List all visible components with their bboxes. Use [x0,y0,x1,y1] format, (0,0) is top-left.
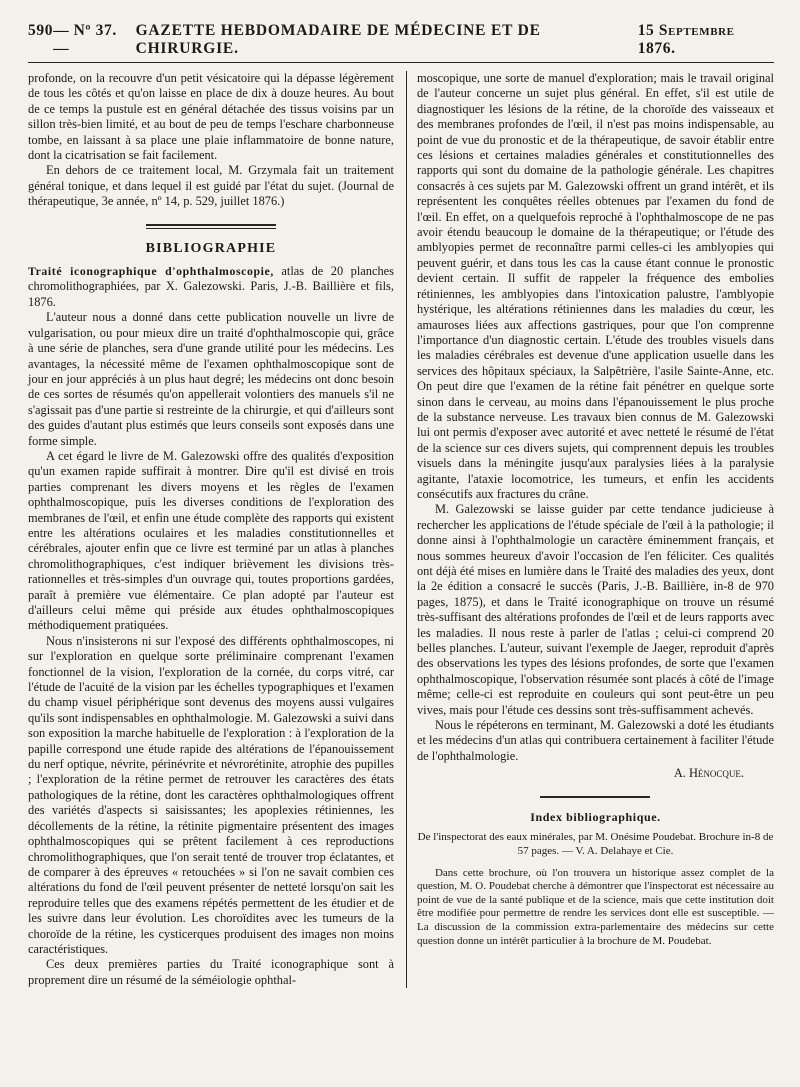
book-reference [28,264,394,310]
signature: A. Hénocque. [673,766,744,781]
index-body [417,867,774,949]
index-title: Index bibliographique. [530,809,661,824]
section-divider [146,224,276,229]
issue-number: — Nº 37. — [53,22,117,57]
index-reference: De l'inspectorat des eaux minérales, par M. Onésime Poudebat. Brochure in-8 de 57 pages. — V. A. Delahaye et Cie. [417,831,774,857]
journal-title: GAZETTE HEBDOMADAIRE DE MÉDECINE ET DE CHIRURGIE. [135,22,541,57]
book-title: Traité iconographique d'ophthalmoscopie, [28,264,274,279]
paragraph: Ces deux premières parties du Traité iconographique sont à proprement dire un résumé de la séméiologie ophthal- [28,957,394,987]
paragraph: En dehors de ce traitement local, M. Grzymala fait un traitement général tonique, et dans lequel il est guidé par l'état du sujet. (Journal de thérapeutique, 3e année, nº 14, p. 529, juillet 1876.) [28,163,394,209]
paragraph: moscopique, une sorte de manuel d'exploration; mais le travail original de l'auteur concerne un sujet plus général. En effet, s'il est utile de diagnostiquer les lésions de la rétine, de la choroïde des vaisseaux et des membranes profondes de l'œil, il n'est pas moins indispensable, au point de vue du pronostic et de la thérapeutique, de savoir établir entre ces lésions et certaines maladies générales et constitutionnelles des rapports qui sont du domaine de la pathologie générale. Les chapitres consacrés à ces sujets par M. Galezowski offrent un grand intérêt, et ils représentent les conquêtes réelles obtenues par l'examen du fond de l'œil. En effet, on a quelquefois reproché à l'ophthalmoscope de ne pas avoir étendu beaucoup le domaine de la thérapeutique; or l'étude des amblyopies permet de reconnaître parmi celles-ci les amblyopies qui peuvent guérir, et dans tous les cas la cause étant connue le pronostic devient certain. Il suffit de rappeler la fréquence des embolies rétiniennes, les amblyopies dans l'intoxication palustre, l'amblyopie hystérique, les altérations rétiniennes dans les maladies du cœur, les amauroses liées aux affections gastriques, pour que l'on comprenne l'importance d'un diagnostic certain. L'étude des troubles visuels dans les maladies cérébrales est devenue d'une application usuelle dans les services des hôpitaux spéciaux, la Salpêtrière, l'asile Sainte-Anne, etc. On peut dire que l'examen de la rétine fait pénétrer en quelque sorte sinon dans le cerveau, au moins dans l'épanouissement le plus proche de la substance nerveuse. Les travaux bien connus de M. Galezowski lui ont permis d'exposer avec autorité et avec netteté le résumé de l'état de la science sur ces divers sujets, qui comprennent depuis les troubles visuels dans la méningite jusqu'aux paralysies liées à la paralysie agitante, l'ataxie locomotrice, les tumeurs, et enfin les accidents consécutifs aux fractures du crâne. [416,71,774,501]
paragraph: profonde, on la recouvre d'un petit vésicatoire qui la dépasse légèrement de tous les côtés et qu'on laisse en place de dix à douze heures. Au bout de ce temps la pustule est en général détachée des tissus voisins par un sillon très-bien limité, et au bout de peu de temps l'eschare charbonneuse tombe, en laissant à sa place une plaie inflammatoire de bonne nature, dont la cicatrisation se fait facilement. [28,71,394,163]
paragraph: Nous n'insisterons ni sur l'exposé des différents ophthalmoscopes, ni sur l'exploration en quelque sorte préliminaire comprenant l'examen fonctionnel de la vision, l'exploration de la cornée, du corps vitré, car l'étude de l'acuité de la vision par les échelles typographiques et l'examen du champ visuel périphérique sont devenus des moyens aussi vulgaires qu'ils sont indispensables en ophthalmologie. M. Galezowski a suivi dans son exposition la marche habituelle de l'exploration : à l'exploration de la papille correspond une étude rapide des altérations de l'épanouissement du nerf optique, névrite, périnévrite et névrorétinite, atrophie des pupilles ; l'exploration de la rétine permet de retrouver les caractères des états pathologiques de la rétine, dont les caractères ophthalmologiques offrent des variétés d'aspects si saisissantes; les apoplexies rétiniennes, les décollements de la rétine, la rétinite pigmentaire présentent des images ophthalmoscopiques qui se prêtent facilement à ces reproductions chromolithographiques, que l'on serait tenté de trouver trop éclatantes, et de comparer à des épreuves « retouchées » si l'on ne savait combien ces altérations du fond de l'œil peuvent présenter de netteté lorsqu'on sait les reproduire telles que des examens répétés permettent de les étudier et de les suivre dans leur évolution. Les choroïdites avec les tumeurs de la choroïde de la rétine, les cysticerques produisent des images non moins caractéristiques. [28,633,394,956]
section-divider [540,796,650,798]
paragraph: L'auteur nous a donné dans cette publication nouvelle un livre de vulgarisation, ou pour mieux dire un traité d'ophthalmoscopie qui, grâce à une série de planches, sera d'une grande utilité pour les médecins. Les avantages, la nécessité même de l'examen ophthalmoscopique sont de jour en jour appréciés à un plus haut degré; les médecins ont donc besoin de ces sortes de résumés qu'on appellerait volontiers des manuels s'il ne s'agissait pas d'une partie si restreinte de la chirurgie, et qui d'ailleurs sont des guides d'autant plus estimés que leurs conseils sont exposés dans une forme simple. [28,310,394,448]
paragraph: A cet égard le livre de M. Galezowski offre des qualités d'exposition qu'un examen rapide suffirait à montrer. Dire qu'il est divisé en trois parties comprenant les divers moyens et les règles de l'examen ophthalmoscopique, puis les diverses conditions de l'exploration des membranes de l'œil, et enfin une étude complète des rapports qui existent entre les altérations oculaires et les maladies constitutionnelles et cérébrales, ajouter enfin que ce livre est terminé par un atlas à planches chromolithographiques, c'est indiquer brièvement les divisions très-rationnelles et très-simples d'un ouvrage qui, toutes proportions gardées, paraît à première vue élémentaire. Ce plan adopté par l'auteur est d'ailleurs celui même qui préside aux études ophthalmoscopiques méthodiquement pratiquées. [28,448,394,633]
page-number: 590 [28,22,54,39]
columns [28,71,774,988]
right-column [406,71,774,988]
book-details: atlas de 20 planches chromolithographiées, par X. Galezowski. Paris, J.-B. Baillière et fils, 1876. [28,264,394,309]
section-title: BIBLIOGRAPHIE [145,240,277,256]
page-header [28,22,774,63]
left-column [28,71,394,988]
issue-date: 15 Septembre 1876. [637,22,735,57]
paragraph: M. Galezowski se laisse guider par cette tendance judicieuse à rechercher les applications de l'étude spéciale de l'œil à la pathologie; il donne ainsi à l'ophthalmologie un caractère éminemment français, et nous sommes heureux d'avoir l'occasion de l'en féliciter. Ces qualités ont déjà été mises en lumière dans le Traité des maladies des yeux, dont la 2e édition a consacré le succès (Paris, J.-B. Baillière, in-8 de 970 pages, 1875), et dans le Traité iconographique on trouve un résumé très-suffisant des altérations profondes de l'œil et de leurs rapports avec les maladies. Il nous reste à parler de l'atlas ; celui-ci comprend 20 belles planches. L'auteur, suivant l'exemple de Jaeger, reproduit d'après des observations les types des lésions profondes, de sorte que l'examen ophthalmoscopique, l'observation résumée sont placés à côté de l'image même; celle-ci est reproduite en couleurs qui sont peut-être un peu vives, mais pour l'étude ces dessins sont très-suffisamment achevés. [416,502,774,717]
paragraph: Dans cette brochure, où l'on trouvera un historique assez complet de la question, M. O. Poudebat cherche à démontrer que l'inspectorat est nécessaire au point de vue de la santé publique et de la science, mais que cette institution doit être modifiée pour permettre de rendre les services dont elle est susceptible. — La discussion de la commission extra-parlementaire des médecins sur cette question donne un intérêt particulier à la brochure de M. Poudebat. [416,866,774,947]
paragraph: Nous le répéterons en terminant, M. Galezowski a doté les étudiants et les médecins d'un atlas qui contribuera certainement à faciliter l'étude de l'ophthalmologie. [416,718,774,763]
